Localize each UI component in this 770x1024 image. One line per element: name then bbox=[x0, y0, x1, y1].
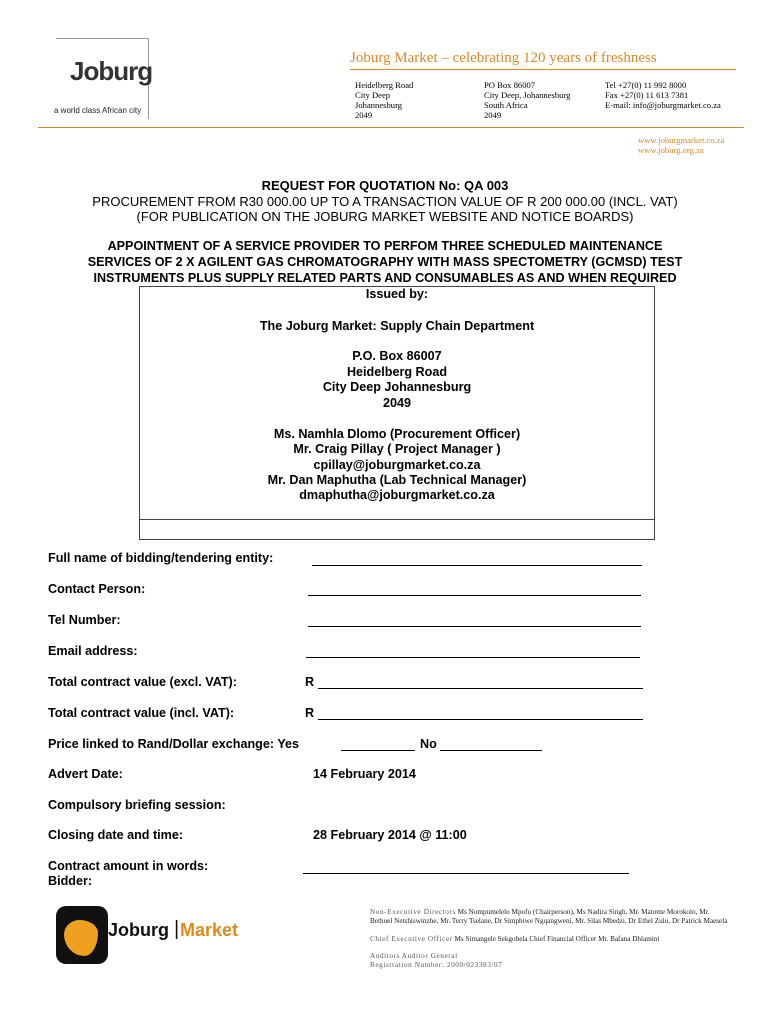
contact-email-link[interactable]: dmaphutha@joburgmarket.co.za bbox=[299, 488, 495, 502]
full-name-label: Full name of bidding/tendering entity: bbox=[48, 551, 274, 565]
value-excl-vat-field[interactable] bbox=[318, 688, 643, 689]
price-linked-label: Price linked to Rand/Dollar exchange: Yes bbox=[48, 737, 300, 751]
tel-number-label: Tel Number: bbox=[48, 613, 121, 627]
issuer-address-line: Heidelberg Road bbox=[346, 365, 448, 379]
price-linked-yes-field[interactable] bbox=[341, 750, 415, 751]
value-incl-vat-field[interactable] bbox=[318, 719, 643, 720]
header-rule bbox=[350, 69, 736, 70]
footer-brand-joburg: Joburg bbox=[108, 920, 169, 940]
issuer-department: The Joburg Market: Supply Chain Department bbox=[259, 319, 535, 333]
issuer-address-line: P.O. Box 86007 bbox=[352, 349, 442, 363]
closing-date-label: Closing date and time: bbox=[48, 828, 184, 842]
contact-details: Tel +27(0) 11 992 8000 Fax +27(0) 11 613 7381 E-mail: info@joburgmarket.co.za bbox=[605, 80, 721, 110]
contact-procurement-officer: Ms. Namhla Dlomo (Procurement Officer) bbox=[273, 427, 521, 441]
contact-person-field[interactable] bbox=[308, 595, 641, 596]
footer-brand-separator: | bbox=[174, 918, 180, 940]
website-link-market[interactable]: www.joburgmarket.co.za bbox=[638, 135, 725, 145]
price-linked-no-label: No bbox=[420, 737, 437, 751]
address-street: Heidelberg Road City Deep Johannesburg 2049 bbox=[355, 80, 414, 120]
advert-date-label: Advert Date: bbox=[48, 767, 123, 781]
header-divider bbox=[38, 127, 744, 128]
footer-registration: Registration Number: 2000/023383/07 bbox=[370, 961, 503, 969]
full-name-field[interactable] bbox=[312, 565, 642, 566]
rfq-procurement-line: PROCUREMENT FROM R30 000.00 UP TO A TRANSACTION VALUE OF R 200 000.00 (INCL. VAT) bbox=[92, 194, 678, 209]
rfq-title: REQUEST FOR QUOTATION No: QA 003 bbox=[261, 178, 509, 193]
website-link-city[interactable]: www.joburg.org.za bbox=[638, 145, 704, 155]
address-postal: PO Box 86007 City Deep, Johannesburg South Africa 2049 bbox=[484, 80, 571, 120]
contact-project-manager: Mr. Craig Pillay ( Project Manager ) bbox=[293, 442, 501, 456]
bidder-label: Bidder: bbox=[48, 874, 93, 888]
contact-email-link[interactable]: cpillay@joburgmarket.co.za bbox=[313, 458, 481, 472]
tel-number-field[interactable] bbox=[308, 626, 641, 627]
issuer-address-line: 2049 bbox=[382, 396, 412, 410]
appointment-line: SERVICES OF 2 X AGILENT GAS CHROMATOGRAPHY WITH MASS SPECTOMETRY (GCMSD) TEST bbox=[87, 255, 683, 269]
issuer-address-line: City Deep Johannesburg bbox=[322, 380, 472, 394]
amount-in-words-label: Contract amount in words: bbox=[48, 859, 209, 873]
appointment-line: INSTRUMENTS PLUS SUPPLY RELATED PARTS AND CONSUMABLES AS AND WHEN REQUIRED bbox=[93, 271, 677, 285]
email-label: Email address: bbox=[48, 644, 138, 658]
contact-person-label: Contact Person: bbox=[48, 582, 146, 596]
advert-date-value: 14 February 2014 bbox=[313, 767, 416, 781]
footer-executives: Chief Executive Officer Ms Simangele Sekgobela Chief Financial Officer Mr. Bafana Dhlamini bbox=[370, 935, 660, 943]
amount-in-words-field[interactable] bbox=[303, 873, 629, 874]
briefing-session-label: Compulsory briefing session: bbox=[48, 798, 226, 812]
currency-prefix: R bbox=[305, 675, 315, 689]
logo-tagline: a world class African city bbox=[54, 106, 142, 115]
footer-directors: Non-Executive Directors Ms Nompumelelo Mpofu (Chairperson), Ms Nadira Singh, Mr. Matome Morokolo, Mr. Bethuel Netshiswinzhe, Mr. Terry Tselane, Dr Simphiwe Ngqangweni, Mr. Silas Mbedzi, Dr Ethel Zulu, Dr Patrick Maesela bbox=[370, 908, 728, 925]
currency-prefix: R bbox=[305, 706, 315, 720]
footer-brand-market: Market bbox=[180, 920, 239, 940]
closing-date-value: 28 February 2014 @ 11:00 bbox=[313, 828, 467, 842]
issued-by-heading: Issued by: bbox=[365, 287, 429, 301]
value-incl-vat-label: Total contract value (incl. VAT): bbox=[48, 706, 235, 720]
joburg-logo: Joburg bbox=[70, 56, 153, 86]
price-linked-no-field[interactable] bbox=[440, 750, 542, 751]
email-field[interactable] bbox=[306, 657, 640, 658]
appointment-line: APPOINTMENT OF A SERVICE PROVIDER TO PERFOM THREE SCHEDULED MAINTENANCE bbox=[107, 239, 663, 253]
contact-lab-manager: Mr. Dan Maphutha (Lab Technical Manager) bbox=[267, 473, 527, 487]
issued-box-divider bbox=[139, 519, 655, 520]
value-excl-vat-label: Total contract value (excl. VAT): bbox=[48, 675, 237, 689]
header-title: Joburg Market – celebrating 120 years of freshness bbox=[350, 50, 657, 66]
footer-auditors: Auditors Auditor General bbox=[370, 952, 458, 960]
rfq-publication-line: (FOR PUBLICATION ON THE JOBURG MARKET WEBSITE AND NOTICE BOARDS) bbox=[136, 209, 634, 224]
